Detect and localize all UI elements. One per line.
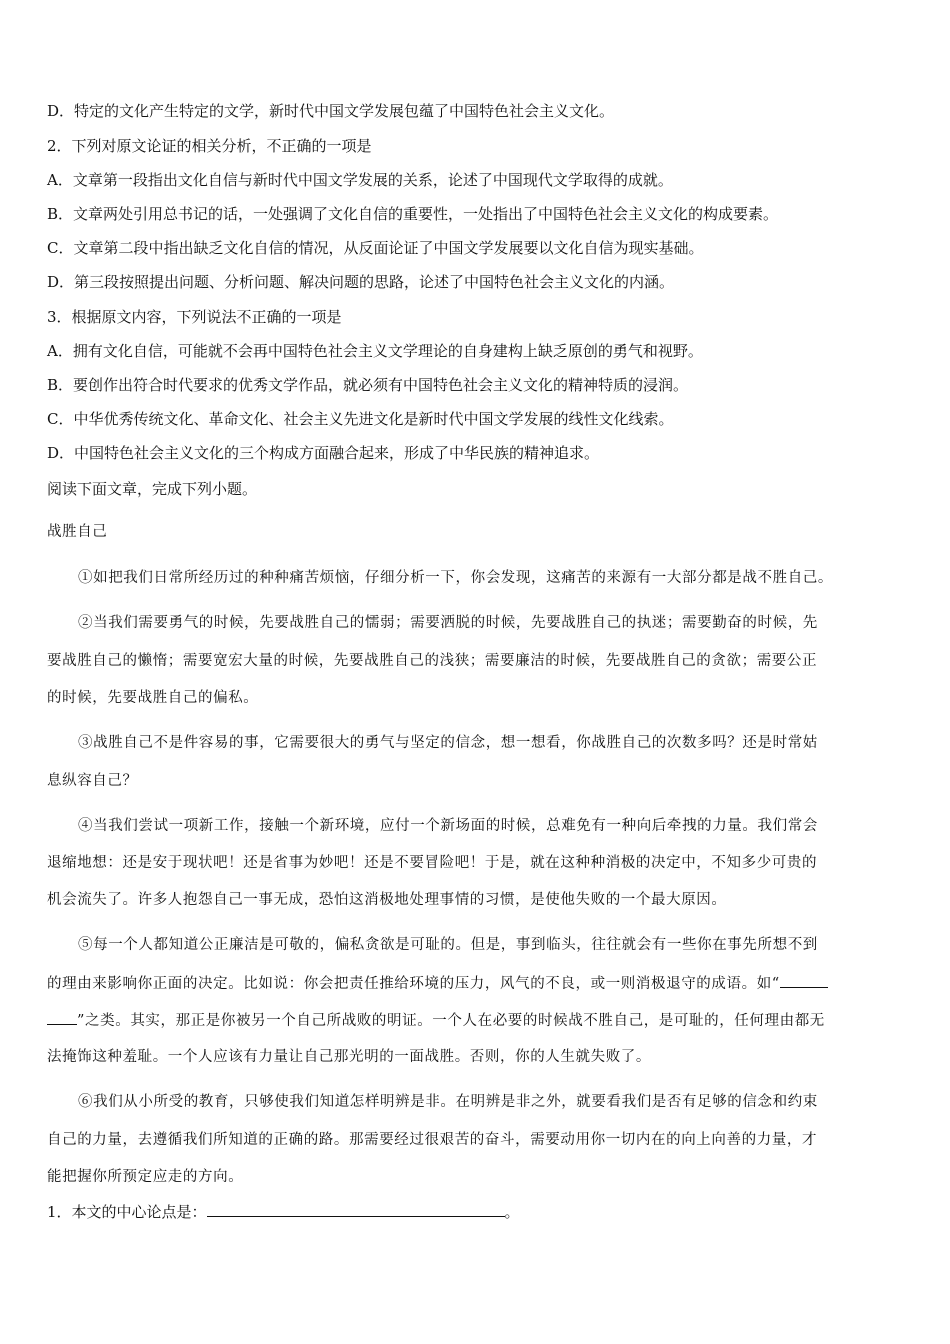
essay-paragraph-3-line-1: ③战胜自己不是件容易的事，它需要很大的勇气与坚定的信念，想一想看，你战胜自己的次数多吗？还是时常姑: [78, 735, 818, 751]
essay-paragraph-5-line-1: ⑤每一个人都知道公正廉洁是可敬的，偏私贪欲是可耻的。但是，事到临头，往往就会有一些你在事先所想不到: [78, 937, 818, 953]
essay-paragraph-2-line-1: ②当我们需要勇气的时候，先要战胜自己的懦弱；需要洒脱的时候，先要战胜自己的执迷；需要勤奋的时候，先: [78, 615, 818, 631]
essay-paragraph-5-line-2-text: 的理由来影响你正面的决定。比如说：你会把责任推给环境的压力，风气的不良，或一则消极退守的成语。如“: [47, 976, 780, 992]
essay-paragraph-5-line-4: 法掩饰这种羞耻。一个人应该有力量让自己那光明的一面战胜。否则，你的人生就失败了。: [47, 1049, 651, 1065]
q2-stem: 2．下列对原文论证的相关分析，不正确的一项是: [47, 137, 372, 155]
essay-paragraph-2-line-3: 的时候，先要战胜自己的偏私。: [47, 690, 259, 706]
q1-option-d: D．特定的文化产生特定的文学，新时代中国文学发展包蕴了中国特色社会主义文化。: [47, 102, 615, 120]
essay-title: 战胜自己: [47, 524, 108, 540]
q3-option-c: C．中华优秀传统文化、革命文化、社会主义先进文化是新时代中国文学发展的线性文化线索。: [47, 410, 674, 428]
question-central-argument-stem: 1．本文的中心论点是：: [47, 1203, 207, 1221]
essay-paragraph-5-line-2: [47, 973, 828, 994]
q3-stem: 3．根据原文内容，下列说法不正确的一项是: [47, 308, 342, 326]
q2-option-d: D．第三段按照提出问题、分析问题、解决问题的思路，论述了中国特色社会主义文化的内涵。: [47, 273, 675, 291]
reading-instruction: 阅读下面文章，完成下列小题。: [47, 480, 258, 498]
fill-in-blank-line: [780, 973, 828, 988]
q3-option-a: A．拥有文化自信，可能就不会再中国特色社会主义文学理论的自身建构上缺乏原创的勇气和视野。: [47, 342, 703, 360]
q2-option-a: A．文章第一段指出文化自信与新时代中国文学发展的关系，论述了中国现代文学取得的成就。: [47, 171, 673, 189]
essay-paragraph-6-line-1: ⑥我们从小所受的教育，只够使我们知道怎样明辨是非。在明辨是非之外，就要看我们是否有足够的信念和约束: [78, 1094, 818, 1110]
essay-paragraph-3-line-2: 息纵容自己？: [47, 773, 138, 789]
essay-paragraph-4-line-2: 退缩地想：还是安于现状吧！还是省事为妙吧！还是不要冒险吧！于是，就在这种种消极的决定中，不知多少可贵的: [47, 855, 818, 871]
essay-paragraph-6-line-3: 能把握你所预定应走的方向。: [47, 1169, 244, 1185]
q2-option-c: C．文章第二段中指出缺乏文化自信的情况，从反面论证了中国文学发展要以文化自信为现实基础。: [47, 239, 704, 257]
question-end-mark: 。: [504, 1203, 520, 1221]
q2-option-b: B．文章两处引用总书记的话，一处强调了文化自信的重要性，一处指出了中国特色社会主义文化的构成要素。: [47, 205, 779, 223]
question-central-argument: [47, 1202, 520, 1222]
q3-option-b: B．要创作出符合时代要求的优秀文学作品，就必须有中国特色社会主义文化的精神特质的浸润。: [47, 376, 689, 394]
answer-blank[interactable]: [207, 1202, 505, 1217]
essay-paragraph-1: ①如把我们日常所经历过的种种痛苦烦恼，仔细分析一下，你会发现，这痛苦的来源有一大部分都是战不胜自己。: [78, 570, 833, 586]
essay-paragraph-6-line-2: 自己的力量，去遵循我们所知道的正确的路。那需要经过很艰苦的奋斗，需要动用你一切内在的向上向善的力量，才: [47, 1132, 818, 1148]
fill-in-blank-line-continued: [47, 1010, 77, 1025]
essay-paragraph-4-line-3: 机会流失了。许多人抱怨自己一事无成，恐怕这消极地处理事情的习惯，是使他失败的一个最大原因。: [47, 892, 727, 908]
q3-option-d: D．中国特色社会主义文化的三个构成方面融合起来，形成了中华民族的精神追求。: [47, 444, 600, 462]
essay-paragraph-5-line-3-text: ”之类。其实，那正是你被另一个自己所战败的明证。一个人在必要的时候战不胜自己，是可耻的，任何理由都无: [77, 1013, 825, 1029]
essay-paragraph-2-line-2: 要战胜自己的懒惰；需要宽宏大量的时候，先要战胜自己的浅狭；需要廉洁的时候，先要战胜自己的贪欲；需要公正: [47, 653, 818, 669]
essay-paragraph-5-line-3: [47, 1010, 825, 1031]
essay-paragraph-4-line-1: ④当我们尝试一项新工作，接触一个新环境，应付一个新场面的时候，总难免有一种向后牵拽的力量。我们常会: [78, 818, 818, 834]
